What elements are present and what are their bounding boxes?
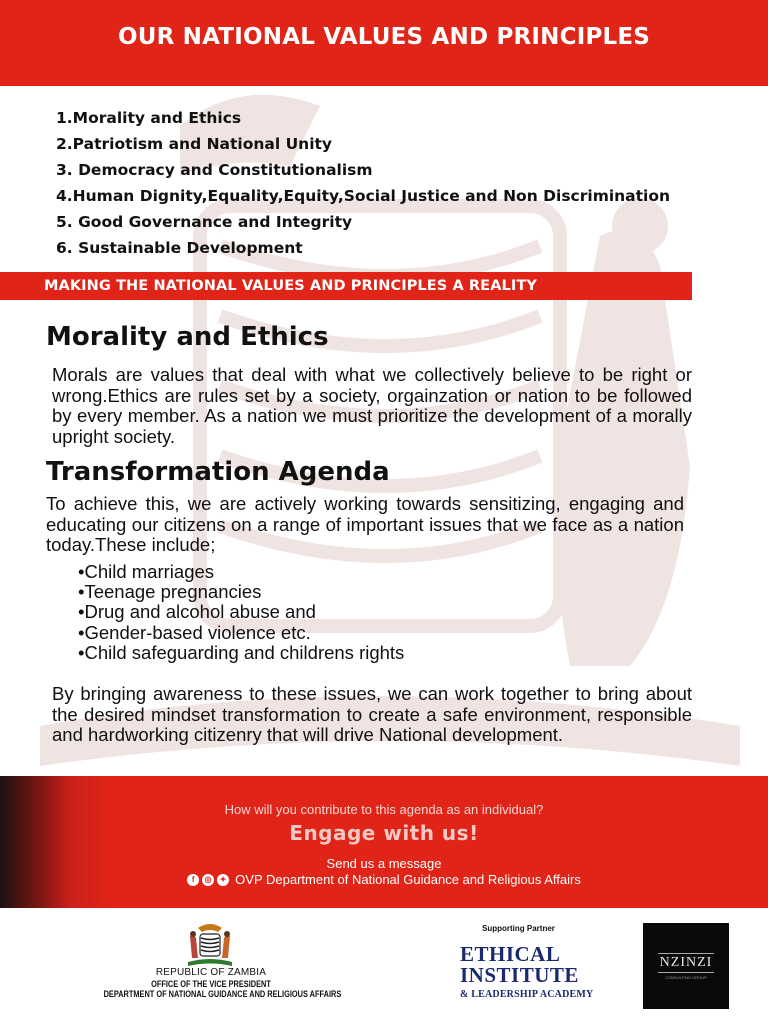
social-line: [0, 872, 768, 887]
agenda-heading: Transformation Agenda: [46, 457, 390, 487]
ethical-institute-logo: [460, 944, 620, 1000]
value-item: 4.Human Dignity,Equality,Equity,Social Justice and Non Discrimination: [56, 187, 671, 205]
value-item: 5. Good Governance and Integrity: [56, 213, 353, 231]
morality-body: Morals are values that deal with what we collectively believe to be right or wrong.Ethics are rules set by a society, orgainzation or nation to be followed by every member. As a nation we must prioritize the development of a morally upright society.: [52, 364, 692, 447]
list-item: •Teenage pregnancies: [78, 581, 262, 603]
republic-line: REPUBLIC OF ZAMBIA: [155, 967, 267, 978]
agenda-intro: To achieve this, we are actively working towards sensitizing, engaging and educating our citizens on a range of important issues that we face as a nation today.These include;: [46, 493, 684, 555]
value-item: 2.Patriotism and National Unity: [56, 135, 333, 153]
sub-banner: [0, 272, 692, 300]
nzinzi-tagline: CONSULTING GROUP: [665, 974, 707, 980]
list-item: •Gender-based violence etc.: [78, 621, 311, 643]
department-line: DEPARTMENT OF NATIONAL GUIDANCE AND RELIGIOUS AFFAIRS: [103, 989, 342, 999]
list-item: •Child safeguarding and childrens rights: [78, 641, 405, 663]
partner-name-3: & LEADERSHIP ACADEMY: [460, 989, 594, 1000]
nzinzi-logo: [643, 923, 729, 1009]
instagram-icon[interactable]: ◎: [202, 874, 214, 886]
zambia-coat-of-arms-icon: [184, 922, 236, 970]
top-banner: [0, 0, 768, 86]
footer-band: [0, 776, 768, 908]
send-message-label: Send us a message: [326, 856, 442, 871]
value-item: 1.Morality and Ethics: [56, 109, 242, 127]
issues-list: [78, 562, 404, 663]
partner-name-2: INSTITUTE: [460, 963, 579, 987]
morality-heading: Morality and Ethics: [46, 322, 329, 352]
list-item: •Drug and alcohol abuse and: [78, 601, 316, 623]
government-text: [80, 968, 342, 1000]
partner-label: Supporting Partner: [482, 924, 555, 933]
partner-name-1: ETHICAL: [460, 942, 561, 966]
values-list: [56, 105, 670, 261]
agenda-closing: By bringing awareness to these issues, we can work together to bring about the desired mindset transformation to create a safe environment, responsible and hardworking citizenry that will drive National development.: [52, 683, 692, 745]
nzinzi-name: NZINZI: [658, 953, 715, 973]
bottom-logos: [0, 908, 768, 1024]
office-line: OFFICE OF THE VICE PRESIDENT: [151, 978, 271, 989]
sub-banner-title: MAKING THE NATIONAL VALUES AND PRINCIPLES A REALITY: [44, 278, 537, 294]
facebook-icon[interactable]: f: [187, 874, 199, 886]
social-handle: OVP Department of National Guidance and Religious Affairs: [235, 872, 581, 887]
twitter-icon[interactable]: ✦: [217, 874, 229, 886]
engage-heading: Engage with us!: [289, 821, 479, 845]
list-item: •Child marriages: [78, 561, 215, 582]
value-item: 6. Sustainable Development: [56, 239, 303, 257]
engage-question: How will you contribute to this agenda as an individual?: [224, 802, 544, 817]
value-item: 3. Democracy and Constitutionalism: [56, 161, 373, 179]
page-title: OUR NATIONAL VALUES AND PRINCIPLES: [117, 24, 651, 50]
